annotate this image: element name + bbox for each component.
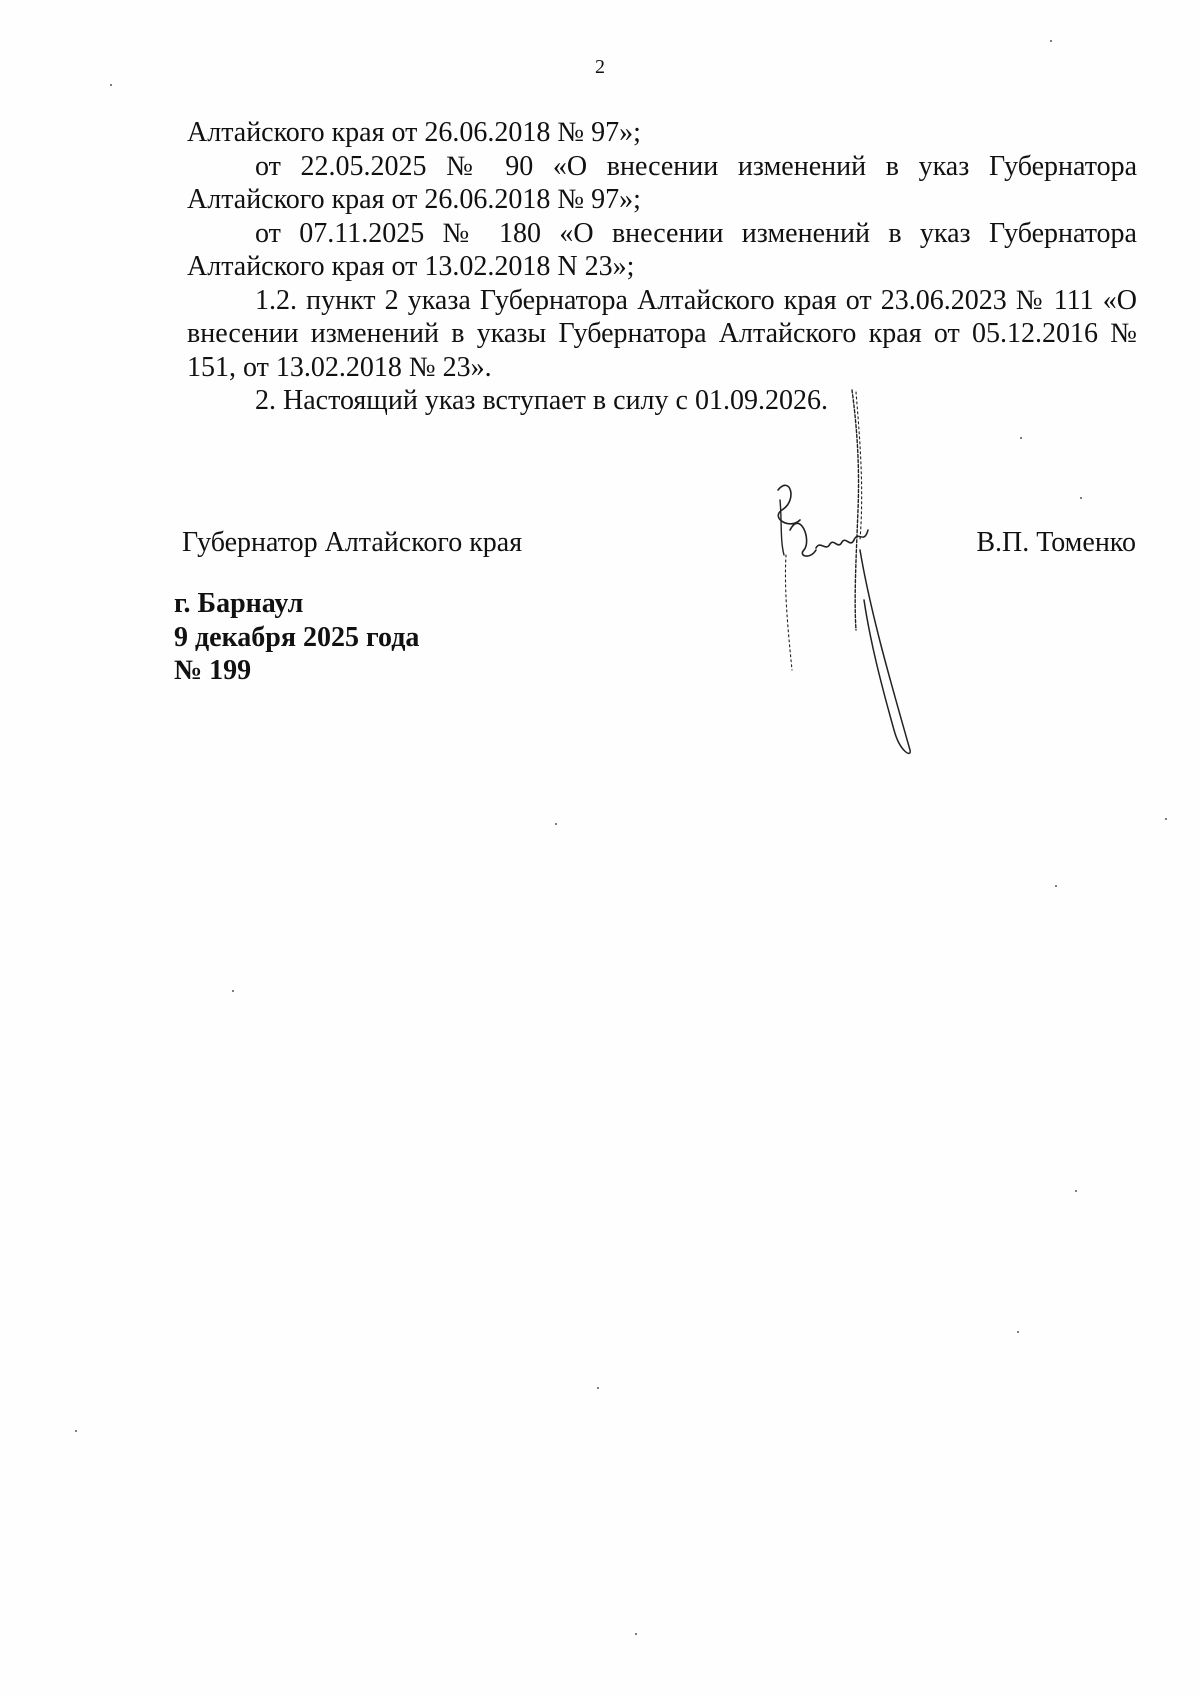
decree-number: № 199: [174, 655, 252, 686]
scan-speck: [635, 1633, 637, 1635]
scan-speck: [232, 990, 234, 992]
scan-speck: [597, 1387, 599, 1389]
place-date-block: [174, 587, 419, 688]
scan-speck: [1020, 437, 1022, 439]
scan-speck: [1055, 885, 1057, 887]
page-number: 2: [595, 56, 605, 78]
paragraph-continuation: Алтайского края от 26.06.2018 № 97»;: [187, 117, 641, 148]
scan-speck: [1080, 497, 1082, 499]
date: 9 декабря 2025 года: [174, 621, 420, 653]
paragraph-item-1-2: 1.2. пункт 2 указа Губернатора Алтайского края от 23.06.2023 № 111 «О внесении изменений в указы Губернатора Алтайского края от 05.12.2016 № 151, от 13.02.2018 № 23».: [187, 284, 1137, 383]
scan-speck: [1165, 818, 1167, 820]
scan-speck: [75, 1430, 77, 1432]
paragraph-item-2: 2. Настоящий указ вступает в силу с 01.09.2026.: [255, 385, 828, 416]
city: г. Барнаул: [174, 588, 304, 619]
scan-speck: [1017, 1331, 1019, 1333]
signatory-name: В.П. Томенко: [976, 527, 1136, 558]
paragraph-decree-90: от 22.05.2025 № 90 «О внесении изменений в указ Губернатора Алтайского края от 26.06.2018 № 97»;: [187, 150, 1137, 215]
handwritten-signature: [760, 380, 940, 770]
scan-speck: [555, 823, 557, 825]
paragraph-decree-180: от 07.11.2025 № 180 «О внесении изменений в указ Губернатора Алтайского края от 13.02.2018 N 23»;: [187, 217, 1137, 282]
scan-speck: [110, 84, 112, 86]
scan-speck: [1075, 1190, 1077, 1192]
document-body: [187, 116, 1137, 418]
scan-speck: [1050, 40, 1052, 42]
signatory-position: Губернатор Алтайского края: [182, 527, 523, 558]
